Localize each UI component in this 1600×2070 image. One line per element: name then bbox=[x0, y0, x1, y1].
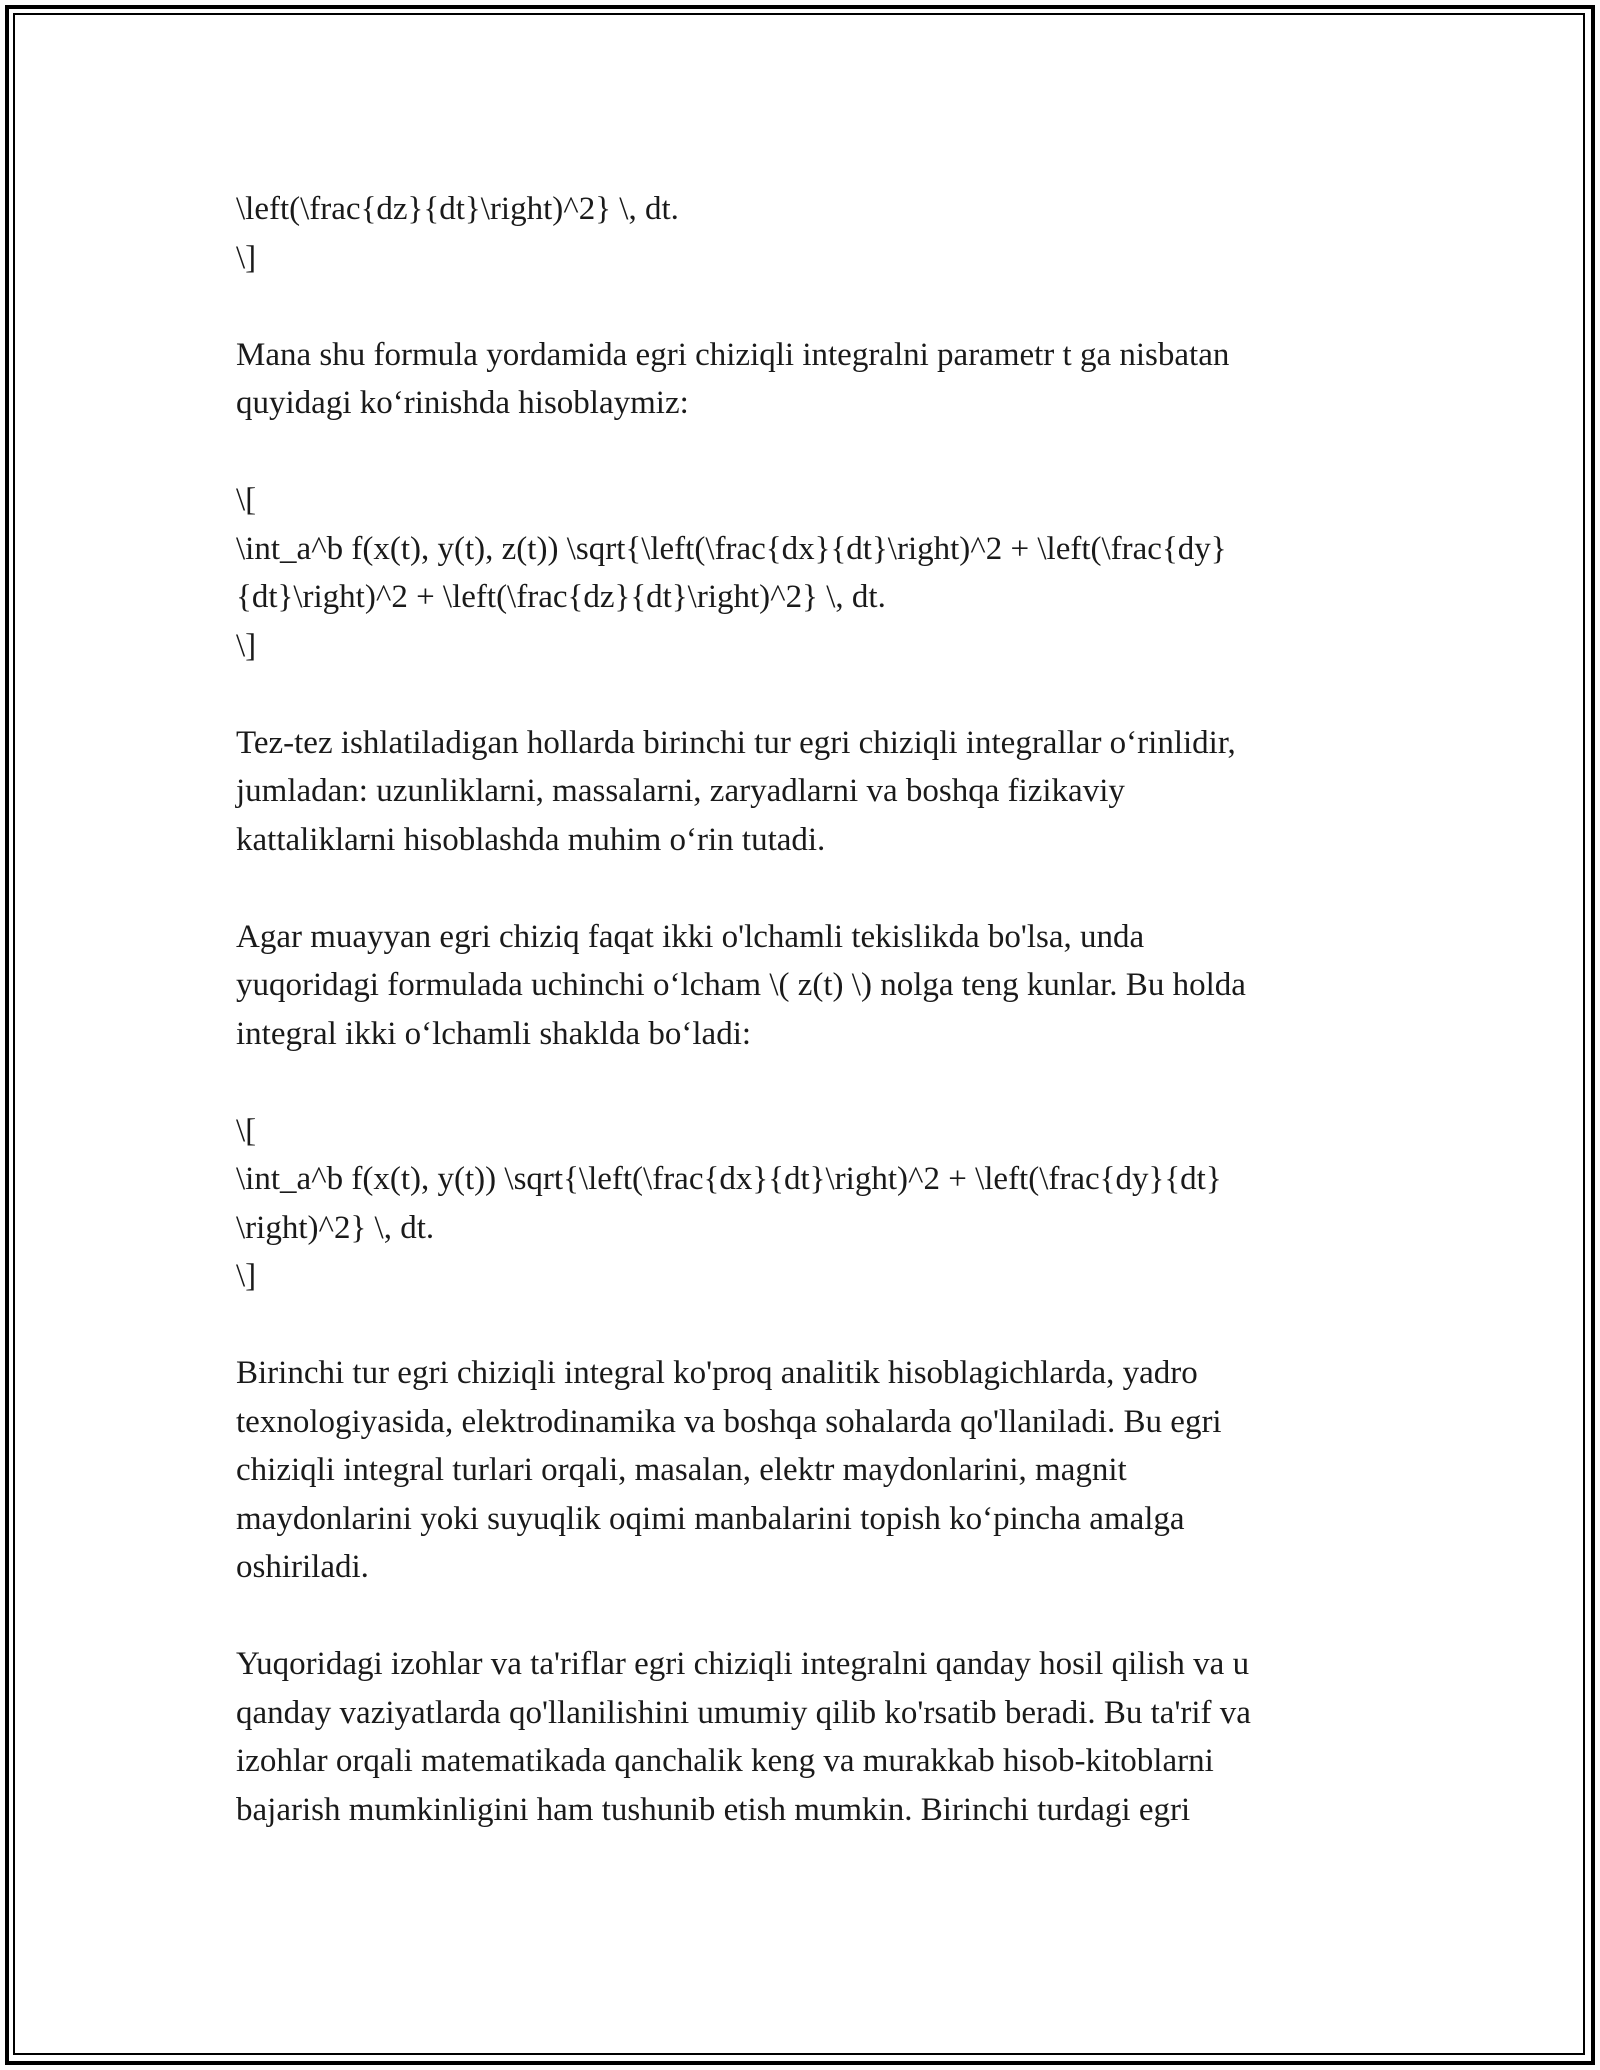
math-line: \[ bbox=[236, 482, 257, 518]
text-line: Yuqoridagi izohlar va ta'riflar egri chiziqli integralni qanday hosil qilish va u bbox=[236, 1646, 1250, 1682]
text-line: Mana shu formula yordamida egri chiziqli integralni parametr t ga nisbatan bbox=[236, 336, 1230, 373]
text-line: yuqoridagi formulada uchinchi o‘lcham \( z(t) \) nolga teng kunlar. Bu holda bbox=[236, 967, 1246, 1003]
paragraph bbox=[236, 913, 1386, 1059]
math-line: \left(\frac{dz}{dt}\right)^2} \, dt. bbox=[236, 191, 679, 227]
paragraph bbox=[236, 1640, 1386, 1834]
text-line: bajarish mumkinligini ham tushunib etish mumkin. Birinchi turdagi egri bbox=[236, 1791, 1191, 1828]
math-line: \int_a^b f(x(t), y(t)) \sqrt{\left(\frac{dx}{dt}\right)^2 + \left(\frac{dy}{dt} bbox=[236, 1161, 1222, 1197]
paragraph bbox=[236, 331, 1386, 428]
text-line: jumladan: uzunliklarni, massalarni, zaryadlarni va boshqa fizikaviy bbox=[236, 773, 1125, 809]
paragraph bbox=[236, 719, 1386, 865]
paragraph-gap bbox=[236, 1301, 1386, 1350]
text-line: kattaliklarni hisoblashda muhim o‘rin tutadi. bbox=[236, 821, 826, 858]
text-line: oshiriladi. bbox=[236, 1549, 369, 1585]
paragraph bbox=[236, 1349, 1386, 1592]
math-block bbox=[236, 1107, 1386, 1301]
text-line: Agar muayyan egri chiziq faqat ikki o'lchamli tekislikda bo'lsa, unda bbox=[236, 918, 1145, 955]
text-line: qanday vaziyatlarda qo'llanilishini umumiy qilib ko'rsatib beradi. Bu ta'rif va bbox=[236, 1694, 1251, 1731]
text-line: izohlar orqali matematikada qanchalik keng va murakkab hisob-kitoblarni bbox=[236, 1743, 1214, 1779]
text-line: Birinchi tur egri chiziqli integral ko'proq analitik hisoblagichlarda, yadro bbox=[236, 1355, 1198, 1391]
math-line: \int_a^b f(x(t), y(t), z(t)) \sqrt{\left(\frac{dx}{dt}\right)^2 + \left(\frac{dy} bbox=[236, 530, 1227, 567]
text-line: texnologiyasida, elektrodinamika va boshqa sohalarda qo'llaniladi. Bu egri bbox=[236, 1403, 1222, 1440]
math-block bbox=[236, 185, 1386, 282]
text-line: quyidagi ko‘rinishda hisoblaymiz: bbox=[236, 385, 689, 421]
text-line: maydonlarini yoki suyuqlik oqimi manbalarini topish ko‘pincha amalga bbox=[236, 1500, 1185, 1537]
math-line: {dt}\right)^2 + \left(\frac{dz}{dt}\right)^2} \, dt. bbox=[236, 579, 886, 615]
math-line: \] bbox=[236, 1258, 257, 1294]
math-line: \right)^2} \, dt. bbox=[236, 1209, 435, 1246]
text-line: chiziqli integral turlari orqali, masalan, elektr maydonlarini, magnit bbox=[236, 1452, 1127, 1488]
paragraph-gap bbox=[236, 670, 1386, 719]
paragraph-gap bbox=[236, 1058, 1386, 1107]
paragraph-gap bbox=[236, 1592, 1386, 1641]
math-line: \] bbox=[236, 627, 257, 664]
math-line: \[ bbox=[236, 1112, 257, 1149]
document-body bbox=[236, 185, 1386, 1834]
text-line: Tez-tez ishlatiladigan hollarda birinchi tur egri chiziqli integrallar o‘rinlidir, bbox=[236, 724, 1236, 761]
paragraph-gap bbox=[236, 282, 1386, 331]
math-line: \] bbox=[236, 239, 257, 276]
paragraph-gap bbox=[236, 864, 1386, 913]
paragraph-gap bbox=[236, 428, 1386, 477]
math-block bbox=[236, 476, 1386, 670]
text-line: integral ikki o‘lchamli shaklda bo‘ladi: bbox=[236, 1015, 752, 1052]
